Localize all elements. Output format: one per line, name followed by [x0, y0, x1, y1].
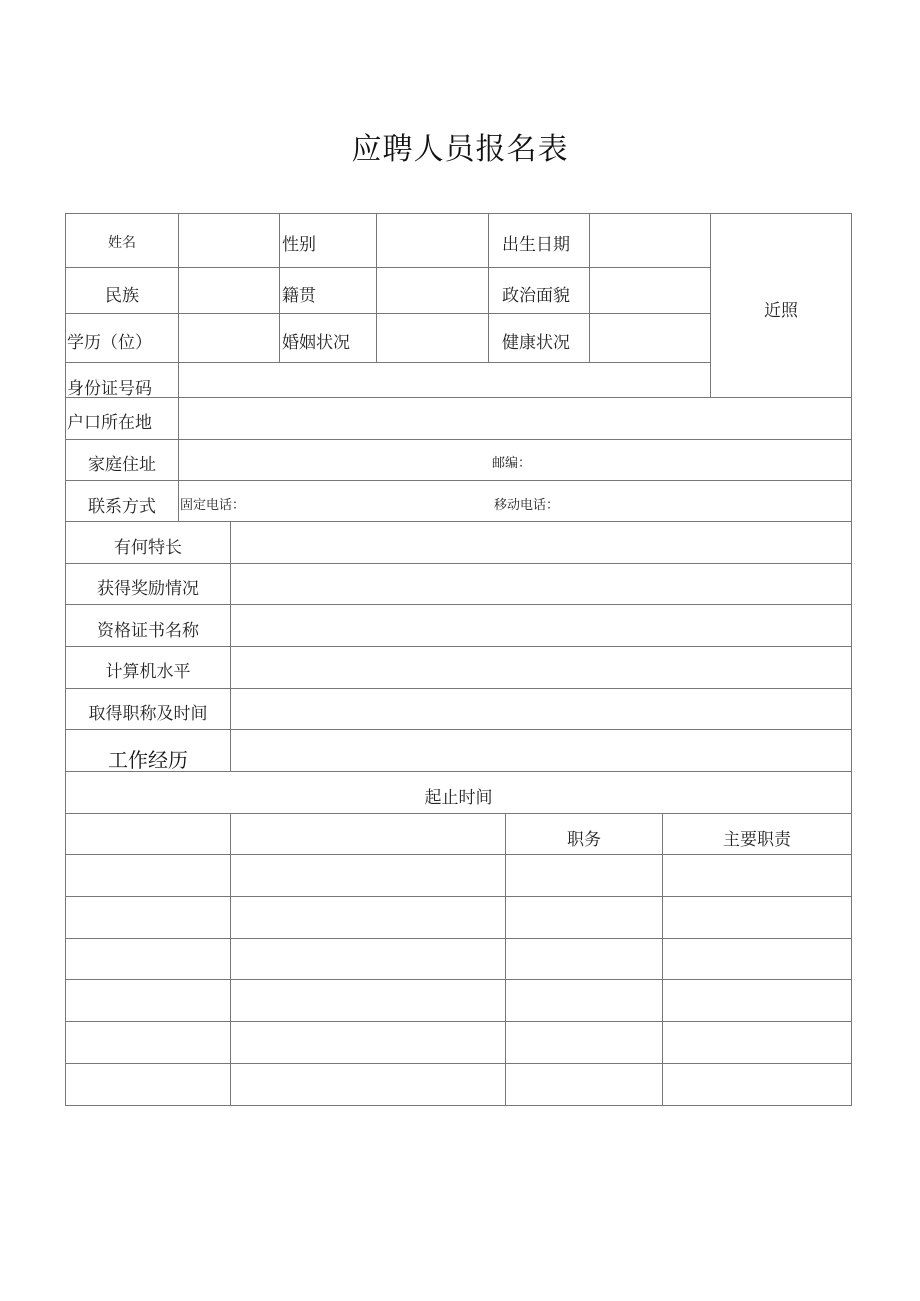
birth-date-label: 出生日期	[502, 235, 570, 255]
home-address-label: 家庭住址	[88, 455, 156, 475]
health-status-field[interactable]	[590, 314, 710, 362]
postcode-field[interactable]	[535, 440, 851, 480]
mobile-field[interactable]	[565, 481, 851, 521]
gender-label: 性别	[282, 235, 316, 255]
mobile-label: 移动电话：	[494, 498, 560, 513]
certificates-label: 资格证书名称	[97, 621, 199, 641]
birth-date-field[interactable]	[590, 214, 710, 267]
awards-field[interactable]	[231, 564, 851, 604]
duties-header: 主要职责	[723, 830, 791, 850]
photo-label: 近照	[764, 301, 798, 321]
home-address-field[interactable]	[179, 440, 489, 480]
id-number-field[interactable]	[179, 363, 710, 397]
name-label: 姓名	[108, 235, 136, 251]
professional-title-field[interactable]	[231, 689, 851, 729]
position-header: 职务	[567, 830, 601, 850]
ethnicity-field[interactable]	[179, 268, 279, 313]
political-status-label: 政治面貌	[502, 286, 570, 306]
work-experience-field[interactable]	[231, 730, 851, 771]
landline-label: 固定电话：	[180, 498, 246, 513]
ethnicity-label: 民族	[105, 286, 139, 306]
awards-label: 获得奖励情况	[97, 579, 199, 599]
page-title: 应聘人员报名表	[351, 132, 569, 167]
native-place-label: 籍贯	[282, 286, 316, 306]
gender-field[interactable]	[377, 214, 488, 267]
certificates-field[interactable]	[231, 605, 851, 646]
marital-status-field[interactable]	[377, 314, 488, 362]
education-label: 学历（位）	[67, 333, 152, 353]
table-row[interactable]	[66, 1064, 851, 1105]
native-place-field[interactable]	[377, 268, 488, 313]
period-header: 起止时间	[424, 788, 493, 808]
skills-field[interactable]	[231, 522, 851, 563]
political-status-field[interactable]	[590, 268, 710, 313]
name-field[interactable]	[179, 214, 279, 267]
contact-label: 联系方式	[88, 497, 156, 517]
work-experience-label: 工作经历	[108, 748, 188, 772]
professional-title-label: 取得职称及时间	[88, 704, 208, 724]
table-row[interactable]	[66, 939, 851, 979]
hukou-field[interactable]	[179, 398, 851, 439]
health-status-label: 健康状况	[502, 333, 570, 353]
table-row[interactable]	[66, 980, 851, 1021]
table-row[interactable]	[66, 1022, 851, 1063]
education-field[interactable]	[179, 314, 279, 362]
computer-level-label: 计算机水平	[105, 662, 191, 682]
hukou-label: 户口所在地	[67, 413, 152, 433]
id-number-label: 身份证号码	[67, 379, 152, 399]
postcode-label: 邮编：	[492, 456, 532, 471]
marital-status-label: 婚姻状况	[282, 333, 350, 353]
landline-field[interactable]	[248, 481, 488, 521]
table-row[interactable]	[66, 855, 851, 896]
table-row[interactable]	[66, 897, 851, 938]
skills-label: 有何特长	[114, 538, 182, 558]
computer-level-field[interactable]	[231, 647, 851, 688]
